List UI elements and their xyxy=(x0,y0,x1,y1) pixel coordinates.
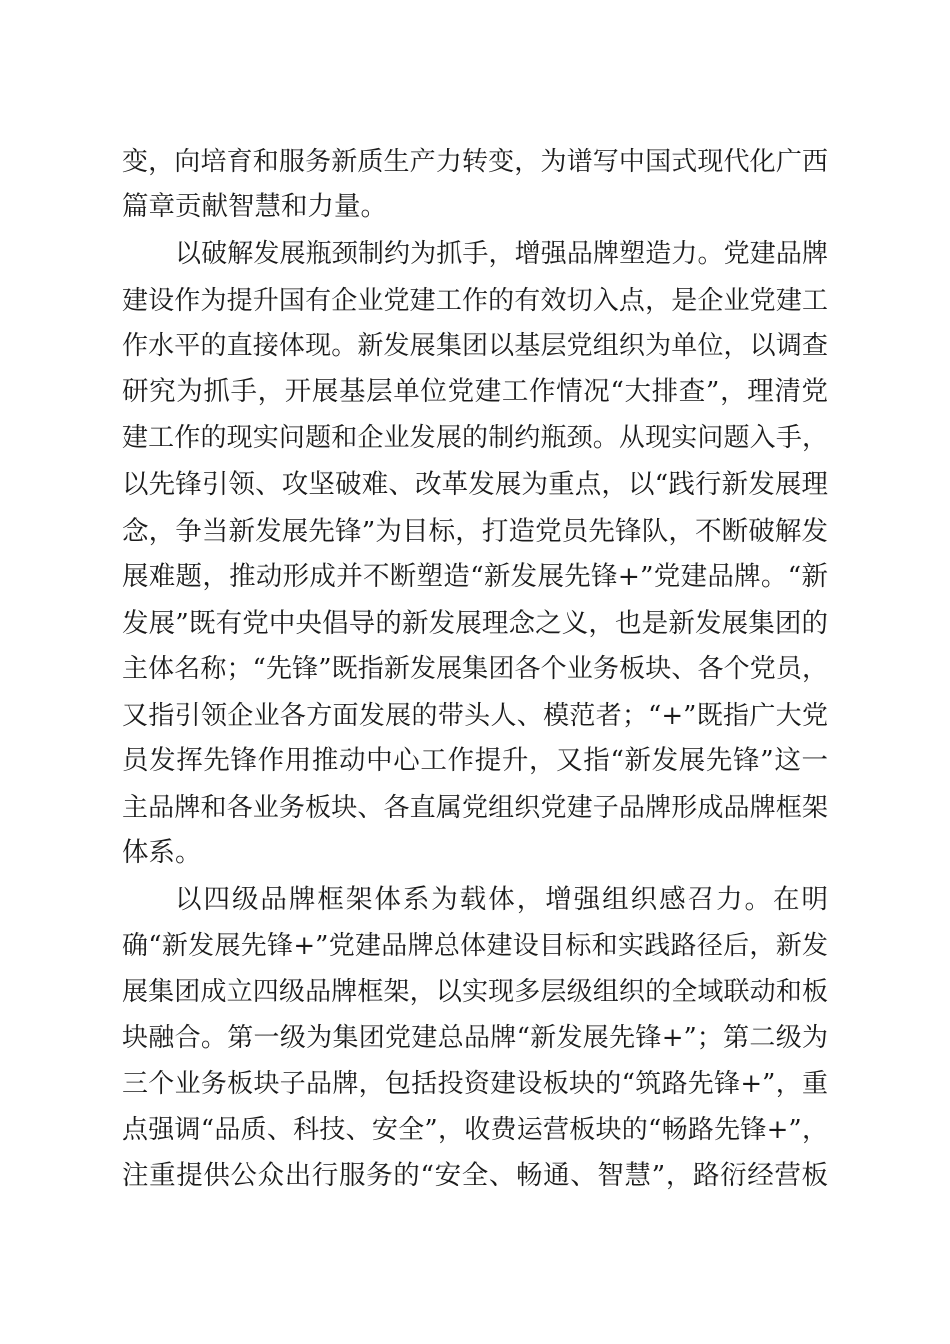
text-line-19: 展集团成立四级品牌框架，以实现多层级组织的全域联动和板 xyxy=(122,977,828,1007)
text-line-10: 展难题，推动形成并不断塑造“新发展先锋+”党建品牌。“新 xyxy=(122,561,828,592)
text-line-23: 注重提供公众出行服务的“安全、畅通、智慧”，路衍经营板 xyxy=(122,1160,828,1191)
text-line-16: 体系。 xyxy=(122,837,202,868)
text-line-21: 三个业务板块子品牌，包括投资建设板块的“筑路先锋+”，重 xyxy=(122,1069,828,1099)
text-line-18: 确“新发展先锋+”党建品牌总体建设目标和实践路径后，新发 xyxy=(122,931,828,961)
paragraph-3-heading-line: 以四级品牌框架体系为载体，增强组织感召力。在明 xyxy=(175,884,828,915)
text-line-8: 以先锋引领、攻坚破难、改革发展为重点，以“践行新发展理 xyxy=(122,469,828,500)
text-line-5: 作水平的直接体现。新发展集团以基层党组织为单位，以调查 xyxy=(122,331,828,361)
text-line-15: 主品牌和各业务板块、各直属党组织党建子品牌形成品牌框架 xyxy=(122,793,828,823)
text-line-22: 点强调“品质、科技、安全”，收费运营板块的“畅路先锋+”， xyxy=(122,1115,828,1145)
text-line-4: 建设作为提升国有企业党建工作的有效切入点，是企业党建工 xyxy=(122,286,828,316)
text-line-12: 主体名称；“先锋”既指新发展集团各个业务板块、各个党员， xyxy=(122,654,828,684)
text-line-9: 念，争当新发展先锋”为目标，打造党员先锋队，不断破解发 xyxy=(122,516,828,547)
text-line-20: 块融合。第一级为集团党建总品牌“新发展先锋+”；第二级为 xyxy=(122,1023,828,1053)
text-line-14: 员发挥先锋作用推动中心工作提升，又指“新发展先锋”这一 xyxy=(122,745,828,776)
paragraph-2-heading-line: 以破解发展瓶颈制约为抓手，增强品牌塑造力。党建品牌 xyxy=(175,239,828,269)
text-line-11: 发展”既有党中央倡导的新发展理念之义，也是新发展集团的 xyxy=(122,608,828,639)
text-line-2: 篇章贡献智慧和力量。 xyxy=(122,191,387,222)
text-line-7: 建工作的现实问题和企业发展的制约瓶颈。从现实问题入手， xyxy=(122,423,828,453)
text-line-6: 研究为抓手，开展基层单位党建工作情况“大排查”，理清党 xyxy=(122,376,828,407)
text-line-1: 变，向培育和服务新质生产力转变，为谱写中国式现代化广西 xyxy=(122,147,828,177)
text-line-13: 又指引领企业各方面发展的带头人、模范者；“+”既指广大党 xyxy=(122,701,828,731)
